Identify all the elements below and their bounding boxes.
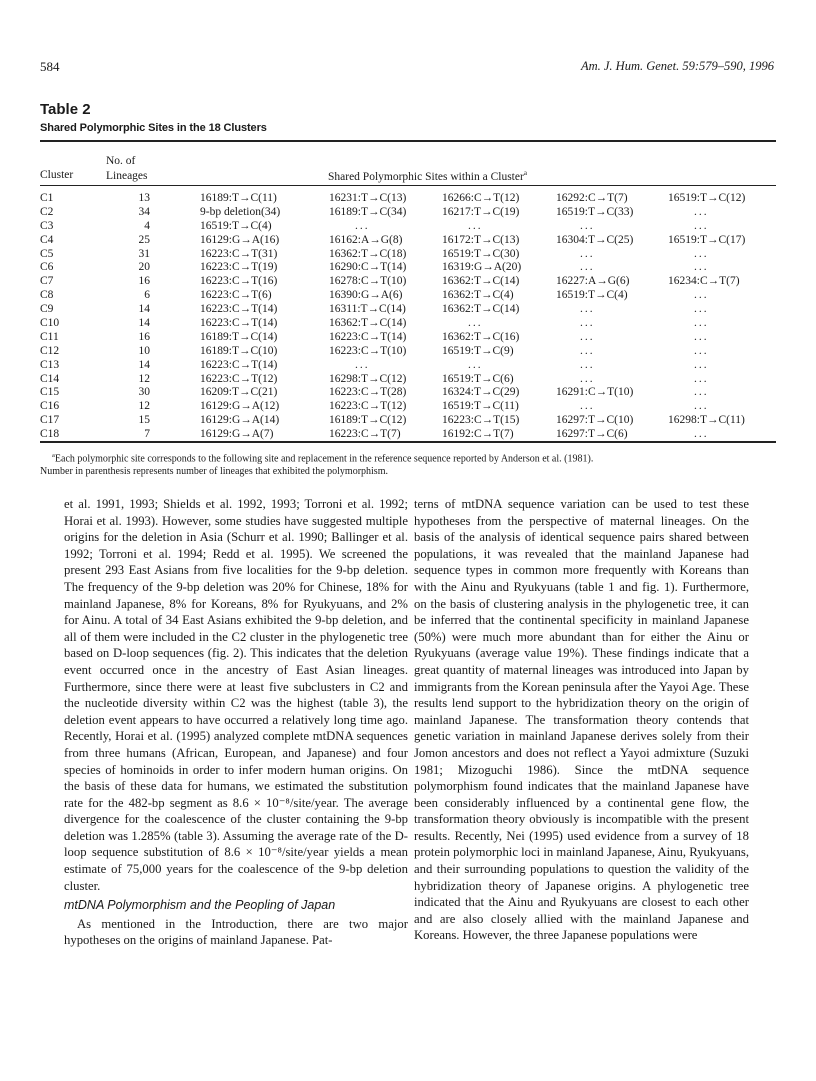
cell-site: 16189:T→C(14) bbox=[200, 330, 278, 343]
cell-site: 16297:T→C(6) bbox=[556, 428, 628, 441]
table-row bbox=[40, 192, 776, 206]
footnote-line-mark: a bbox=[52, 452, 55, 459]
cell-site-empty: ... bbox=[694, 330, 709, 343]
table-row bbox=[40, 345, 776, 359]
table-row bbox=[40, 331, 776, 345]
cell-site: 16292:C→T(7) bbox=[556, 192, 628, 204]
cell-site: 16266:C→T(12) bbox=[442, 192, 520, 204]
cell-cluster: C13 bbox=[40, 358, 60, 371]
column-header-sites bbox=[328, 169, 527, 183]
cell-lineages: 6 bbox=[144, 289, 150, 302]
right-column bbox=[414, 496, 749, 944]
cell-site: 16319:G→A(20) bbox=[442, 261, 522, 274]
cell-site: 16362:T→C(4) bbox=[442, 289, 514, 302]
cell-cluster: C6 bbox=[40, 261, 54, 274]
table-row bbox=[40, 248, 776, 262]
footnote-text-1: Each polymorphic site corresponds to the following site and replacement in the reference sequence reported by Anderson et al. (1981). bbox=[54, 453, 594, 465]
cell-site: 16519:T→C(11) bbox=[442, 400, 519, 413]
cell-site-empty: ... bbox=[580, 344, 595, 357]
cell-cluster: C1 bbox=[40, 192, 54, 204]
cell-site: 16172:T→C(13) bbox=[442, 233, 520, 246]
cell-site-empty: ... bbox=[580, 247, 595, 260]
cell-site: 16162:A→G(8) bbox=[329, 233, 403, 246]
cell-site: 9-bp deletion(34) bbox=[200, 205, 281, 218]
cell-cluster: C18 bbox=[40, 428, 60, 441]
cell-site-empty: ... bbox=[694, 303, 709, 316]
cell-lineages: 10 bbox=[138, 344, 150, 357]
table-caption: Shared Polymorphic Sites in the 18 Clusters bbox=[40, 122, 267, 134]
cell-site-empty: ... bbox=[468, 317, 483, 330]
cell-site: 16189:T→C(34) bbox=[329, 205, 407, 218]
cell-site: 16223:C→T(16) bbox=[200, 275, 278, 288]
cell-site: 16519:T→C(4) bbox=[200, 219, 272, 232]
cell-site-empty: ... bbox=[580, 303, 595, 316]
cell-site: 16223:C→T(14) bbox=[200, 358, 278, 371]
cell-site-empty: ... bbox=[580, 219, 595, 232]
running-head: Am. J. Hum. Genet. 59:579–590, 1996 bbox=[580, 59, 774, 73]
cell-site: 16519:T→C(12) bbox=[668, 192, 746, 204]
cell-site-empty: ... bbox=[694, 344, 709, 357]
cell-cluster: C14 bbox=[40, 372, 60, 385]
cell-site: 16129:G→A(14) bbox=[200, 414, 280, 427]
cell-site-empty: ... bbox=[355, 358, 370, 371]
left-column bbox=[64, 496, 408, 949]
table-row bbox=[40, 275, 776, 289]
cell-site: 16223:C→T(6) bbox=[200, 289, 272, 302]
cell-site-empty: ... bbox=[694, 386, 709, 399]
cell-site-empty: ... bbox=[580, 372, 595, 385]
table-footnote bbox=[40, 449, 780, 478]
table-row bbox=[40, 373, 776, 387]
body-paragraph: et al. 1991, 1993; Shields et al. 1992, 1993; Torroni et al. 1992; Horai et al. 1993). However, some studies have suggested multiple origins for the deletion in Asia (Schurr et al. 1990; Ballinger et al. 1992; Torroni et al. 1994; Redd et al. 1995). We screened the present 293 East Asians from five localities for the 9-bp deletion. The frequency of the 9-bp deletion was 20% for Chinese, 18% for mainland Japanese, 8% for Koreans, 8% for Ryukyuans, and 2% for Ainu. A total of 34 East Asians exhibited the 9-bp deletion, and all of them were included in the C2 cluster in the phylogenetic tree based on D-loop sequences (fig. 2). This indicates that the deletion event occurred once in the ancestry of East Asian lineages. Furthermore, since there were at least five subclusters in C2 and the nucleotide diversity within C2 was the highest (table 3), the deletion event appears to have occurred a relatively long time ago. Recently, Horai et al. (1995) analyzed complete mtDNA sequences from three humans (African, European, and Japanese) and four species of hominoids in order to infer modern human origins. On the basis of these data for humans, we estimated the substitution rate for the 482-bp segment as 8.6 × 10⁻⁸/site/year. The average divergence for the coalescence of the cluster containing the 9-bp deletion was 1.285% (table 3). Assuming the average rate of the D-loop sequence substitution of 8.6 × 10⁻⁸/site/year yields a mean estimate of 75,000 years for the coalescence of the 9-bp deletion cluster. bbox=[64, 497, 408, 893]
cell-site: 16297:T→C(10) bbox=[556, 414, 634, 427]
column-header-lineages bbox=[106, 154, 156, 184]
cell-site: 16189:T→C(10) bbox=[200, 344, 278, 357]
cell-site-empty: ... bbox=[694, 372, 709, 385]
cell-site: 16519:T→C(33) bbox=[556, 205, 634, 218]
cell-site-empty: ... bbox=[580, 317, 595, 330]
cell-lineages: 20 bbox=[138, 261, 150, 274]
body-paragraph: As mentioned in the Introduction, there are two major hypotheses on the origins of mainland Japanese. Pat- bbox=[64, 916, 408, 948]
cell-lineages: 30 bbox=[138, 386, 150, 399]
table-top-rule bbox=[40, 140, 776, 142]
table-body bbox=[40, 192, 776, 442]
cell-site: 16189:T→C(11) bbox=[200, 192, 277, 204]
cell-cluster: C7 bbox=[40, 275, 54, 288]
cell-site: 16234:C→T(7) bbox=[668, 275, 740, 288]
cell-lineages: 34 bbox=[138, 205, 150, 218]
table-row bbox=[40, 289, 776, 303]
cell-site-empty: ... bbox=[694, 247, 709, 260]
table-row bbox=[40, 400, 776, 414]
table-bottom-rule bbox=[40, 441, 776, 443]
section-heading: mtDNA Polymorphism and the Peopling of Japan bbox=[64, 898, 336, 913]
cell-site: 16362:T→C(16) bbox=[442, 330, 520, 343]
cell-site: 16192:C→T(7) bbox=[442, 428, 514, 441]
cell-site-empty: ... bbox=[468, 219, 483, 232]
cell-site: 16217:T→C(19) bbox=[442, 205, 520, 218]
cell-site: 16223:C→T(28) bbox=[329, 386, 407, 399]
cell-site: 16519:T→C(30) bbox=[442, 247, 520, 260]
footnote-mark: a bbox=[523, 169, 527, 177]
cell-lineages: 14 bbox=[138, 358, 150, 371]
cell-lineages: 14 bbox=[138, 303, 150, 316]
cell-site: 16390:G→A(6) bbox=[329, 289, 403, 302]
cell-site-empty: ... bbox=[468, 358, 483, 371]
table-label: Table 2 bbox=[40, 101, 91, 118]
table-row bbox=[40, 428, 776, 442]
cell-site: 16223:C→T(14) bbox=[200, 303, 278, 316]
cell-cluster: C16 bbox=[40, 400, 60, 413]
cell-site: 16223:C→T(10) bbox=[329, 344, 407, 357]
cell-site-empty: ... bbox=[580, 400, 595, 413]
table-row bbox=[40, 414, 776, 428]
cell-lineages: 12 bbox=[138, 400, 150, 413]
cell-cluster: C12 bbox=[40, 344, 60, 357]
cell-site: 16231:T→C(13) bbox=[329, 192, 407, 204]
column-header-lineages-line2: Lineages bbox=[106, 170, 148, 182]
cell-site: 16362:T→C(18) bbox=[329, 247, 407, 260]
footnote-line-2: Number in parenthesis represents number of lineages that exhibited the polymorphism. bbox=[40, 466, 388, 478]
table-row bbox=[40, 234, 776, 248]
cell-lineages: 13 bbox=[138, 192, 150, 204]
cell-site: 16129:G→A(12) bbox=[200, 400, 280, 413]
cell-site: 16362:T→C(14) bbox=[442, 303, 520, 316]
cell-site: 16519:T→C(9) bbox=[442, 344, 514, 357]
cell-site-empty: ... bbox=[694, 400, 709, 413]
cell-site-empty: ... bbox=[694, 428, 709, 441]
table-row bbox=[40, 220, 776, 234]
cell-site: 16223:C→T(14) bbox=[329, 330, 407, 343]
cell-site: 16298:T→C(11) bbox=[668, 414, 745, 427]
table-row bbox=[40, 386, 776, 400]
cell-site-empty: ... bbox=[694, 219, 709, 232]
cell-site: 16304:T→C(25) bbox=[556, 233, 634, 246]
cell-lineages: 15 bbox=[138, 414, 150, 427]
cell-site-empty: ... bbox=[580, 358, 595, 371]
column-header-lineages-line1: No. of bbox=[106, 155, 136, 167]
cell-site-empty: ... bbox=[694, 261, 709, 274]
cell-site: 16311:T→C(14) bbox=[329, 303, 406, 316]
cell-site: 16278:C→T(10) bbox=[329, 275, 407, 288]
cell-lineages: 14 bbox=[138, 317, 150, 330]
cell-site: 16209:T→C(21) bbox=[200, 386, 278, 399]
cell-cluster: C3 bbox=[40, 219, 54, 232]
cell-lineages: 7 bbox=[144, 428, 150, 441]
cell-site: 16298:T→C(12) bbox=[329, 372, 407, 385]
cell-cluster: C2 bbox=[40, 205, 54, 218]
cell-lineages: 25 bbox=[138, 233, 150, 246]
cell-site: 16223:C→T(7) bbox=[329, 428, 401, 441]
cell-site-empty: ... bbox=[580, 261, 595, 274]
cell-cluster: C17 bbox=[40, 414, 60, 427]
cell-site-empty: ... bbox=[580, 330, 595, 343]
cell-site: 16519:T→C(17) bbox=[668, 233, 746, 246]
footnote-line-1 bbox=[40, 449, 780, 465]
cell-lineages: 31 bbox=[138, 247, 150, 260]
column-header-sites-text: Shared Polymorphic Sites within a Cluster bbox=[328, 170, 524, 183]
cell-site: 16362:T→C(14) bbox=[442, 275, 520, 288]
cell-cluster: C9 bbox=[40, 303, 54, 316]
table-row bbox=[40, 359, 776, 373]
cell-site: 16223:C→T(19) bbox=[200, 261, 278, 274]
cell-site: 16223:C→T(31) bbox=[200, 247, 278, 260]
cell-cluster: C10 bbox=[40, 317, 60, 330]
cell-cluster: C8 bbox=[40, 289, 54, 302]
cell-site: 16223:C→T(12) bbox=[200, 372, 278, 385]
cell-site: 16129:G→A(16) bbox=[200, 233, 280, 246]
cell-site: 16227:A→G(6) bbox=[556, 275, 630, 288]
cell-site: 16291:C→T(10) bbox=[556, 386, 634, 399]
cell-lineages: 16 bbox=[138, 330, 150, 343]
cell-site-empty: ... bbox=[694, 205, 709, 218]
cell-cluster: C11 bbox=[40, 330, 59, 343]
cell-cluster: C4 bbox=[40, 233, 54, 246]
page-number: 584 bbox=[40, 59, 60, 74]
cell-site-empty: ... bbox=[355, 219, 370, 232]
cell-site: 16189:T→C(12) bbox=[329, 414, 407, 427]
table-header-rule bbox=[40, 185, 776, 186]
cell-site-empty: ... bbox=[694, 289, 709, 302]
table-row bbox=[40, 303, 776, 317]
cell-site: 16129:G→A(7) bbox=[200, 428, 274, 441]
cell-site-empty: ... bbox=[694, 317, 709, 330]
cell-lineages: 4 bbox=[144, 219, 150, 232]
cell-cluster: C15 bbox=[40, 386, 60, 399]
cell-lineages: 16 bbox=[138, 275, 150, 288]
cell-site: 16223:C→T(12) bbox=[329, 400, 407, 413]
column-header-cluster: Cluster bbox=[40, 169, 74, 181]
table-row bbox=[40, 317, 776, 331]
cell-site-empty: ... bbox=[694, 358, 709, 371]
cell-site: 16223:C→T(14) bbox=[200, 317, 278, 330]
table-row bbox=[40, 261, 776, 275]
cell-site: 16519:T→C(6) bbox=[442, 372, 514, 385]
cell-site: 16290:C→T(14) bbox=[329, 261, 407, 274]
cell-site: 16519:T→C(4) bbox=[556, 289, 628, 302]
cell-site: 16324:T→C(29) bbox=[442, 386, 520, 399]
cell-lineages: 12 bbox=[138, 372, 150, 385]
cell-site: 16223:C→T(15) bbox=[442, 414, 520, 427]
cell-site: 16362:T→C(14) bbox=[329, 317, 407, 330]
cell-cluster: C5 bbox=[40, 247, 54, 260]
table-row bbox=[40, 206, 776, 220]
body-paragraph: terns of mtDNA sequence variation can be used to test these hypotheses from the perspective of maternal lineages. On the basis of the analysis of identical sequence pairs shared between populations, it was revealed that the mainland Japanese had sequence types in common more frequently with Koreans than with the Ainu and Ryukyuans (table 1 and fig. 1). Furthermore, on the basis of clustering analysis in the phylogenetic tree, it can be inferred that the continental specificity in mainland Japanese (50%) were much more abundant than for either the Ainu or Ryukyuans (average value 19%). These findings indicate that a great quantity of maternal lineages was introduced into Japan by immigrants from the Korean peninsula after the Yayoi Age. These results lend support to the hybridization theory on the origin of mainland Japanese. The transformation theory contends that genetic variation in mainland Japanese derives solely from their Jomon ancestors and does not reflect a Yayoi admixture (Suzuki 1981; Mizoguchi 1986). Since the mtDNA sequence polymorphism found indicates that the mainland Japanese have been considerably influenced by a continental gene flow, the transformation theory obviously is incompatible with the present results. Recently, Nei (1995) used evidence from a survey of 18 protein polymorphic loci in mainland Japanese, Ainu, Ryukyuans, and their surrounding populations to question the validity of the hybridization theory of Japanese origins. A phylogenetic tree indicated that the Ainu and Ryukyuans are closest to each other and are also closely allied with the mainland Japanese and Koreans. However, the three Japanese populations were bbox=[414, 497, 749, 943]
